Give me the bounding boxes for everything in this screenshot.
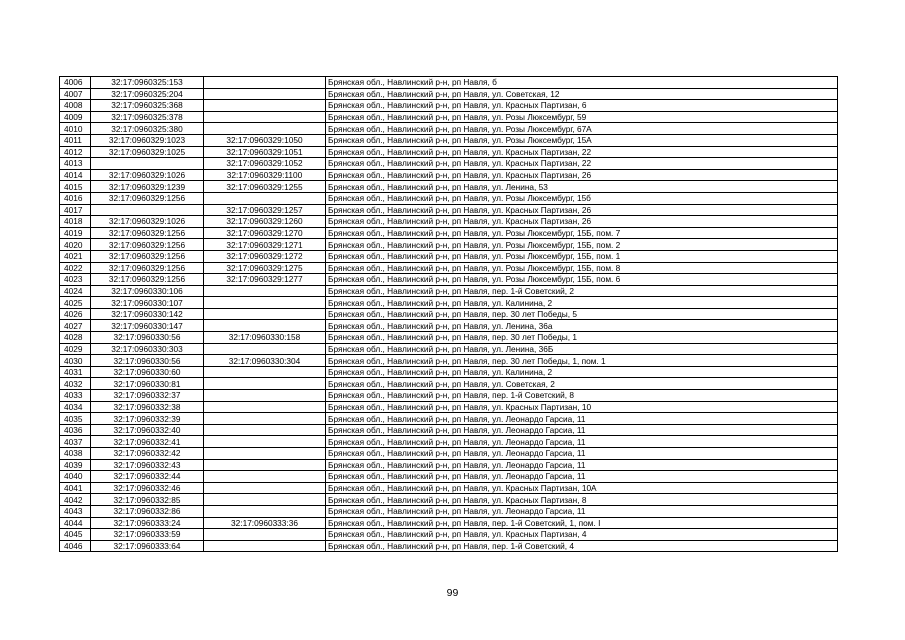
row-number-cell: 4007 xyxy=(60,88,91,100)
address-cell: Брянская обл., Навлинский р-н, рп Навля, ул. Розы Люксембург, 67А xyxy=(326,123,838,135)
cadastral-number-cell: 32:17:0960330:60 xyxy=(91,366,204,378)
row-number-cell: 4041 xyxy=(60,482,91,494)
row-number-cell: 4027 xyxy=(60,320,91,332)
linked-cadastral-number-cell xyxy=(204,448,326,460)
address-cell: Брянская обл., Навлинский р-н, рп Навля, ул. Красных Партизан, 22 xyxy=(326,158,838,170)
table-row xyxy=(60,227,838,239)
cadastral-number-cell xyxy=(91,158,204,170)
cadastral-number-cell: 32:17:0960329:1256 xyxy=(91,192,204,204)
linked-cadastral-number-cell xyxy=(204,77,326,89)
address-cell: Брянская обл., Навлинский р-н, рп Навля, ул. Розы Люксембург, 15А xyxy=(326,134,838,146)
cadastral-number-cell xyxy=(91,204,204,216)
cadastral-number-cell: 32:17:0960325:368 xyxy=(91,100,204,112)
table-row xyxy=(60,401,838,413)
table-row xyxy=(60,366,838,378)
row-number-cell: 4040 xyxy=(60,471,91,483)
table-row xyxy=(60,181,838,193)
linked-cadastral-number-cell xyxy=(204,529,326,541)
cadastral-number-cell: 32:17:0960332:43 xyxy=(91,459,204,471)
table-row xyxy=(60,88,838,100)
row-number-cell: 4022 xyxy=(60,262,91,274)
cadastral-number-cell: 32:17:0960329:1025 xyxy=(91,146,204,158)
row-number-cell: 4036 xyxy=(60,424,91,436)
table-body xyxy=(60,77,838,552)
linked-cadastral-number-cell xyxy=(204,482,326,494)
row-number-cell: 4020 xyxy=(60,239,91,251)
table-row xyxy=(60,169,838,181)
row-number-cell: 4044 xyxy=(60,517,91,529)
linked-cadastral-number-cell xyxy=(204,123,326,135)
linked-cadastral-number-cell xyxy=(204,471,326,483)
row-number-cell: 4011 xyxy=(60,134,91,146)
address-cell: Брянская обл., Навлинский р-н, рп Навля, ул. Красных Партизан, 26 xyxy=(326,216,838,228)
row-number-cell: 4021 xyxy=(60,250,91,262)
table-row xyxy=(60,100,838,112)
table-row xyxy=(60,505,838,517)
address-cell: Брянская обл., Навлинский р-н, рп Навля, пер. 1-й Советский, 8 xyxy=(326,390,838,402)
table-row xyxy=(60,158,838,170)
cadastral-number-cell: 32:17:0960329:1256 xyxy=(91,227,204,239)
cadastral-number-cell: 32:17:0960329:1026 xyxy=(91,216,204,228)
cadastral-number-cell: 32:17:0960332:41 xyxy=(91,436,204,448)
address-cell: Брянская обл., Навлинский р-н, рп Навля, пер. 1-й Советский, 4 xyxy=(326,540,838,552)
row-number-cell: 4045 xyxy=(60,529,91,541)
address-cell: Брянская обл., Навлинский р-н, рп Навля, ул. Розы Люксембург, 15Б, пом. 2 xyxy=(326,239,838,251)
table-row xyxy=(60,436,838,448)
address-cell: Брянская обл., Навлинский р-н, рп Навля, б xyxy=(326,77,838,89)
address-cell: Брянская обл., Навлинский р-н, рп Навля, ул. Красных Партизан, 10 xyxy=(326,401,838,413)
linked-cadastral-number-cell: 32:17:0960329:1052 xyxy=(204,158,326,170)
table-row xyxy=(60,262,838,274)
cadastral-number-cell: 32:17:0960330:142 xyxy=(91,308,204,320)
linked-cadastral-number-cell xyxy=(204,459,326,471)
row-number-cell: 4018 xyxy=(60,216,91,228)
row-number-cell: 4035 xyxy=(60,413,91,425)
linked-cadastral-number-cell xyxy=(204,343,326,355)
table-row xyxy=(60,111,838,123)
cadastral-number-cell: 32:17:0960325:204 xyxy=(91,88,204,100)
table-row xyxy=(60,343,838,355)
table-row xyxy=(60,332,838,344)
row-number-cell: 4037 xyxy=(60,436,91,448)
address-cell: Брянская обл., Навлинский р-н, рп Навля, ул. Леонардо Гарсиа, 11 xyxy=(326,505,838,517)
table-row xyxy=(60,355,838,367)
cadastral-number-cell: 32:17:0960330:56 xyxy=(91,332,204,344)
cadastral-number-cell: 32:17:0960325:378 xyxy=(91,111,204,123)
address-cell: Брянская обл., Навлинский р-н, рп Навля, ул. Калинина, 2 xyxy=(326,366,838,378)
linked-cadastral-number-cell xyxy=(204,100,326,112)
table-row xyxy=(60,123,838,135)
linked-cadastral-number-cell: 32:17:0960329:1272 xyxy=(204,250,326,262)
row-number-cell: 4013 xyxy=(60,158,91,170)
address-cell: Брянская обл., Навлинский р-н, рп Навля, ул. Красных Партизан, 26 xyxy=(326,169,838,181)
table-row xyxy=(60,378,838,390)
row-number-cell: 4012 xyxy=(60,146,91,158)
row-number-cell: 4009 xyxy=(60,111,91,123)
linked-cadastral-number-cell xyxy=(204,540,326,552)
cadastral-number-cell: 32:17:0960332:40 xyxy=(91,424,204,436)
address-cell: Брянская обл., Навлинский р-н, рп Навля, ул. Леонардо Гарсиа, 11 xyxy=(326,424,838,436)
table-row xyxy=(60,204,838,216)
table-row xyxy=(60,459,838,471)
linked-cadastral-number-cell: 32:17:0960333:36 xyxy=(204,517,326,529)
table-row xyxy=(60,529,838,541)
cadastral-number-cell: 32:17:0960325:380 xyxy=(91,123,204,135)
cadastral-number-cell: 32:17:0960329:1239 xyxy=(91,181,204,193)
cadastral-number-cell: 32:17:0960329:1256 xyxy=(91,262,204,274)
linked-cadastral-number-cell: 32:17:0960329:1277 xyxy=(204,274,326,286)
cadastral-number-cell: 32:17:0960330:106 xyxy=(91,285,204,297)
linked-cadastral-number-cell xyxy=(204,436,326,448)
table-row xyxy=(60,285,838,297)
row-number-cell: 4031 xyxy=(60,366,91,378)
row-number-cell: 4029 xyxy=(60,343,91,355)
address-cell: Брянская обл., Навлинский р-н, рп Навля, ул. Красных Партизан, 22 xyxy=(326,146,838,158)
row-number-cell: 4015 xyxy=(60,181,91,193)
address-cell: Брянская обл., Навлинский р-н, рп Навля, ул. Красных Партизан, 8 xyxy=(326,494,838,506)
row-number-cell: 4046 xyxy=(60,540,91,552)
row-number-cell: 4039 xyxy=(60,459,91,471)
address-cell: Брянская обл., Навлинский р-н, рп Навля, пер. 30 лет Победы, 1 xyxy=(326,332,838,344)
cadastral-number-cell: 32:17:0960330:147 xyxy=(91,320,204,332)
table-row xyxy=(60,192,838,204)
cadastral-number-cell: 32:17:0960332:38 xyxy=(91,401,204,413)
address-cell: Брянская обл., Навлинский р-н, рп Навля, ул. Леонардо Гарсиа, 11 xyxy=(326,448,838,460)
table-row xyxy=(60,216,838,228)
linked-cadastral-number-cell xyxy=(204,111,326,123)
address-cell: Брянская обл., Навлинский р-н, рп Навля, пер. 1-й Советский, 1, пом. I xyxy=(326,517,838,529)
row-number-cell: 4028 xyxy=(60,332,91,344)
row-number-cell: 4038 xyxy=(60,448,91,460)
cadastral-number-cell: 32:17:0960329:1256 xyxy=(91,239,204,251)
address-cell: Брянская обл., Навлинский р-н, рп Навля, ул. Красных Партизан, 6 xyxy=(326,100,838,112)
row-number-cell: 4014 xyxy=(60,169,91,181)
linked-cadastral-number-cell: 32:17:0960329:1257 xyxy=(204,204,326,216)
address-cell: Брянская обл., Навлинский р-н, рп Навля, ул. Розы Люксембург, 15Б, пом. 6 xyxy=(326,274,838,286)
linked-cadastral-number-cell xyxy=(204,505,326,517)
cadastral-number-cell: 32:17:0960333:59 xyxy=(91,529,204,541)
page-number: 99 xyxy=(446,587,459,599)
linked-cadastral-number-cell: 32:17:0960329:1050 xyxy=(204,134,326,146)
table-row xyxy=(60,540,838,552)
table-row xyxy=(60,308,838,320)
linked-cadastral-number-cell xyxy=(204,494,326,506)
linked-cadastral-number-cell xyxy=(204,320,326,332)
row-number-cell: 4026 xyxy=(60,308,91,320)
address-cell: Брянская обл., Навлинский р-н, рп Навля, ул. Розы Люксембург, 15Б, пом. 1 xyxy=(326,250,838,262)
address-cell: Брянская обл., Навлинский р-н, рп Навля, ул. Леонардо Гарсиа, 11 xyxy=(326,436,838,448)
cadastral-number-cell: 32:17:0960329:1023 xyxy=(91,134,204,146)
linked-cadastral-number-cell xyxy=(204,378,326,390)
linked-cadastral-number-cell xyxy=(204,424,326,436)
row-number-cell: 4025 xyxy=(60,297,91,309)
linked-cadastral-number-cell: 32:17:0960329:1260 xyxy=(204,216,326,228)
address-cell: Брянская обл., Навлинский р-н, рп Навля, ул. Ленина, 53 xyxy=(326,181,838,193)
address-cell: Брянская обл., Навлинский р-н, рп Навля, ул. Советская, 12 xyxy=(326,88,838,100)
cadastral-number-cell: 32:17:0960325:153 xyxy=(91,77,204,89)
cadastral-number-cell: 32:17:0960330:303 xyxy=(91,343,204,355)
address-cell: Брянская обл., Навлинский р-н, рп Навля, пер. 1-й Советский, 2 xyxy=(326,285,838,297)
address-cell: Брянская обл., Навлинский р-н, рп Навля, ул. Красных Партизан, 26 xyxy=(326,204,838,216)
linked-cadastral-number-cell xyxy=(204,88,326,100)
cadastral-number-cell: 32:17:0960329:1256 xyxy=(91,250,204,262)
address-cell: Брянская обл., Навлинский р-н, рп Навля, ул. Красных Партизан, 10А xyxy=(326,482,838,494)
cadastral-number-cell: 32:17:0960332:86 xyxy=(91,505,204,517)
table-row xyxy=(60,250,838,262)
row-number-cell: 4033 xyxy=(60,390,91,402)
row-number-cell: 4008 xyxy=(60,100,91,112)
linked-cadastral-number-cell xyxy=(204,285,326,297)
cadastral-number-cell: 32:17:0960332:85 xyxy=(91,494,204,506)
cadastral-number-cell: 32:17:0960330:107 xyxy=(91,297,204,309)
address-cell: Брянская обл., Навлинский р-н, рп Навля, ул. Красных Партизан, 4 xyxy=(326,529,838,541)
address-cell: Брянская обл., Навлинский р-н, рп Навля, ул. Леонардо Гарсиа, 11 xyxy=(326,471,838,483)
row-number-cell: 4010 xyxy=(60,123,91,135)
address-cell: Брянская обл., Навлинский р-н, рп Навля, ул. Розы Люксембург, 15Б, пом. 7 xyxy=(326,227,838,239)
linked-cadastral-number-cell: 32:17:0960329:1100 xyxy=(204,169,326,181)
linked-cadastral-number-cell: 32:17:0960329:1271 xyxy=(204,239,326,251)
table-row xyxy=(60,482,838,494)
address-cell: Брянская обл., Навлинский р-н, рп Навля, ул. Розы Люксембург, 15б xyxy=(326,192,838,204)
table-row xyxy=(60,494,838,506)
cadastral-number-cell: 32:17:0960329:1256 xyxy=(91,274,204,286)
table-row xyxy=(60,77,838,89)
linked-cadastral-number-cell xyxy=(204,413,326,425)
row-number-cell: 4016 xyxy=(60,192,91,204)
cadastral-table xyxy=(59,76,838,552)
row-number-cell: 4024 xyxy=(60,285,91,297)
cadastral-number-cell: 32:17:0960333:64 xyxy=(91,540,204,552)
linked-cadastral-number-cell xyxy=(204,192,326,204)
table-row xyxy=(60,424,838,436)
linked-cadastral-number-cell xyxy=(204,390,326,402)
row-number-cell: 4034 xyxy=(60,401,91,413)
table-row xyxy=(60,274,838,286)
linked-cadastral-number-cell: 32:17:0960330:158 xyxy=(204,332,326,344)
row-number-cell: 4023 xyxy=(60,274,91,286)
address-cell: Брянская обл., Навлинский р-н, рп Навля, ул. Розы Люксембург, 59 xyxy=(326,111,838,123)
linked-cadastral-number-cell xyxy=(204,401,326,413)
table-row xyxy=(60,471,838,483)
row-number-cell: 4006 xyxy=(60,77,91,89)
table-row xyxy=(60,390,838,402)
address-cell: Брянская обл., Навлинский р-н, рп Навля, ул. Советская, 2 xyxy=(326,378,838,390)
address-cell: Брянская обл., Навлинский р-н, рп Навля, ул. Леонардо Гарсиа, 11 xyxy=(326,459,838,471)
address-cell: Брянская обл., Навлинский р-н, рп Навля, пер. 30 лет Победы, 5 xyxy=(326,308,838,320)
row-number-cell: 4030 xyxy=(60,355,91,367)
cadastral-number-cell: 32:17:0960330:81 xyxy=(91,378,204,390)
linked-cadastral-number-cell xyxy=(204,308,326,320)
table-row xyxy=(60,517,838,529)
table-row xyxy=(60,239,838,251)
row-number-cell: 4032 xyxy=(60,378,91,390)
linked-cadastral-number-cell xyxy=(204,366,326,378)
row-number-cell: 4042 xyxy=(60,494,91,506)
cadastral-number-cell: 32:17:0960333:24 xyxy=(91,517,204,529)
address-cell: Брянская обл., Навлинский р-н, рп Навля, ул. Ленина, 36а xyxy=(326,320,838,332)
address-cell: Брянская обл., Навлинский р-н, рп Навля, ул. Ленина, 36Б xyxy=(326,343,838,355)
cadastral-number-cell: 32:17:0960332:37 xyxy=(91,390,204,402)
address-cell: Брянская обл., Навлинский р-н, рп Навля, ул. Леонардо Гарсиа, 11 xyxy=(326,413,838,425)
cadastral-number-cell: 32:17:0960330:56 xyxy=(91,355,204,367)
linked-cadastral-number-cell: 32:17:0960330:304 xyxy=(204,355,326,367)
row-number-cell: 4019 xyxy=(60,227,91,239)
linked-cadastral-number-cell: 32:17:0960329:1051 xyxy=(204,146,326,158)
cadastral-number-cell: 32:17:0960332:39 xyxy=(91,413,204,425)
cadastral-number-cell: 32:17:0960332:42 xyxy=(91,448,204,460)
linked-cadastral-number-cell xyxy=(204,297,326,309)
table-row xyxy=(60,297,838,309)
linked-cadastral-number-cell: 32:17:0960329:1270 xyxy=(204,227,326,239)
table-row xyxy=(60,146,838,158)
row-number-cell: 4043 xyxy=(60,505,91,517)
cadastral-number-cell: 32:17:0960332:44 xyxy=(91,471,204,483)
linked-cadastral-number-cell: 32:17:0960329:1275 xyxy=(204,262,326,274)
row-number-cell: 4017 xyxy=(60,204,91,216)
table-row xyxy=(60,448,838,460)
linked-cadastral-number-cell: 32:17:0960329:1255 xyxy=(204,181,326,193)
cadastral-number-cell: 32:17:0960329:1026 xyxy=(91,169,204,181)
table-row xyxy=(60,413,838,425)
address-cell: Брянская обл., Навлинский р-н, рп Навля, ул. Розы Люксембург, 15Б, пом. 8 xyxy=(326,262,838,274)
cadastral-number-cell: 32:17:0960332:46 xyxy=(91,482,204,494)
table-row xyxy=(60,134,838,146)
address-cell: Брянская обл., Навлинский р-н, рп Навля, ул. Калинина, 2 xyxy=(326,297,838,309)
address-cell: Брянская обл., Навлинский р-н, рп Навля, пер. 30 лет Победы, 1, пом. 1 xyxy=(326,355,838,367)
table-row xyxy=(60,320,838,332)
